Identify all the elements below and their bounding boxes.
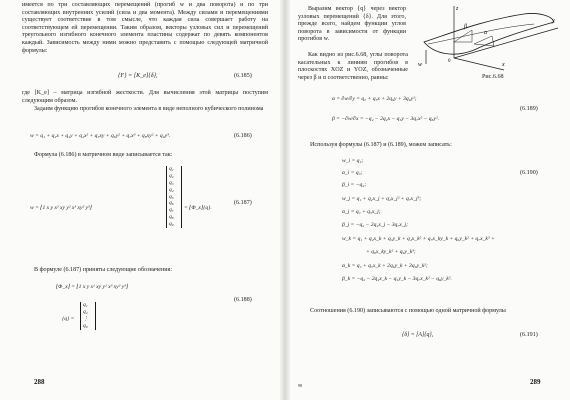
equation-number-6-188: (6.188) [234,297,252,303]
label-z: z [456,6,459,12]
q-vector-entry: q₉ [169,221,174,228]
equation-6-190-line: w_j = q₁ + q₂x_j + q₄x_j² + q₇x_j³; [342,196,422,202]
q-vector-entry: q₇ [169,207,174,214]
equation-number-6-190: (6.190) [520,170,538,176]
equation-6-190-line: β_k = −q₂ − 2q₄x_k − q₅y_k − 3q₇x_k² − q₈y_k². [342,276,452,282]
q-vector-entry: q₁ [169,166,174,172]
label-x: x [502,62,505,68]
equation-number-6-187: (6.187) [234,200,252,206]
equation-6-189-alpha: α = ∂w/∂y = q₃ + q₅x + 2q₆y + 3q₉y²; [332,96,417,102]
q-vector-entry: q₂ [83,308,88,315]
equation-6-191: {δ} = [A]{q}, [402,332,434,338]
figure-angles-paragraph: Как видно из рис.6.68, углы поворота касательных к линиям прогибов в плоскостях XOZ и YOZ, обозначенные через β и α соответственно, равны: [298,52,408,81]
equation-number-6-185: (6.185) [234,73,252,79]
x-axis [454,58,504,70]
q-vector-entry: q₃ [169,179,174,186]
label-y: y [552,18,555,24]
express-vector-paragraph: Выразим вектор {q} через вектор узловых перемещений {δ}. Для этого, прежде всего, найдем функции углов поворота в зависимости от функции прогибов w. [298,6,406,43]
y-axis [454,28,558,58]
equation-6-188-q-label: {q} = [62,316,75,322]
equation-6-190-line: α_i = q₃; [342,170,363,176]
q-vector-entry: ⋮ [83,315,89,322]
footer-mark: 98 [298,383,302,388]
q-vector-entry: q₄ [169,186,174,193]
q-vector-entry: q₉ [83,322,88,329]
q-vector-entry: q₂ [169,172,174,179]
alpha-angle [474,36,494,46]
equation-6-186: w = q₁ + q₂x + q₃y + q₄x² + q₅xy + q₆y² + q₇x³ + q₈xy² + q₉y³. [30,133,171,139]
matrix-form-paragraph: Формула (6.186) в матричном виде записывается так: [34,152,173,158]
beta-angle [454,30,472,42]
equation-6-185: {F} = [K_e]{δ}, [118,73,158,79]
label-w: w [418,62,423,68]
label-beta: β [464,24,467,30]
equation-6-187-right: = ⌊Φ_x⌋{q}. [184,205,212,211]
equation-number-6-191: (6.191) [520,332,538,338]
equation-number-6-189: (6.189) [520,106,538,112]
label-origin: 0 [448,59,451,64]
notation-paragraph: В формуле (6.187) приняты следующие обозначения: [34,267,173,273]
left-page [0,0,284,400]
q-vector-6-187 [166,166,182,228]
stiffness-paragraph: где [K_e] – матрица изгибной жесткости. Для вычисления этой матрицы поступим следующим образом. [22,90,268,104]
equation-6-190-line: w_k = q₁ + q₂x_k + q₃y_k + q₄x_k² + q₅x_ky_k + q₆y_k² + q₇x_k³ + [342,236,495,242]
page-number-right: 289 [530,378,541,386]
q-vector-entry: q₈ [169,214,174,221]
q-vector-entry: q₆ [169,200,174,207]
cubic-polynomial-paragraph: Задаим функцию прогибов конечного элемента в виде неполного кубического полинома [34,106,264,112]
q-vector-6-188 [80,302,96,330]
equation-6-190-line: w_i = q₁; [342,158,364,164]
page-number-left: 288 [34,378,45,386]
equation-6-190-line: β_i = −q₂; [342,182,367,188]
figure-6-68 [414,2,562,72]
equation-6-188-phi: ⌊Φ_x⌋ = ⌊1 x y x² xy y² x³ xy² y³⌋ [56,284,129,290]
right-page [286,0,570,400]
equation-6-190-line: + q₈x_ky_k² + q₉y_k³; [366,249,416,255]
q-vector-entry: q₅ [169,193,174,200]
equation-6-187-row: w = ⌊1 x y x² xy y² x³ xy² y³⌋ [30,205,92,211]
intro-paragraph: имеется по три составляющих перемещений (прогиб w и два поворота) и по три составляющих внутренних усилий (сила и два момента). Между силами и перемещениями существует соответствие в том смысле, что каждая сила совершает работу на соответствующем ей перемещении. Таким образом, векторы узловых сил и перемещений треугольного изгибного конечного элемента пластины содержат по девять компонентов каждый. Зависимость между ними можно представить с помощью следующей матричной формулы: [22,2,268,54]
equation-6-189-beta: β = −∂w/∂x = −q₂ − 2q₄x − q₅y − 3q₇x² − q₈y². [332,116,440,122]
figure-caption: Рис.6.68 [482,74,504,80]
equation-6-190-line: α_k = q₃ + q₅x_k + 2q₆y_k + 3q₉y_k²; [342,263,428,269]
equation-6-190-line: α_j = q₃ + q₅x_j; [342,209,381,215]
q-vector-entry: q₁ [83,302,88,308]
equation-6-190-line: β_j = −q₂ − 2q₄x_j − 3q₇x_j; [342,222,408,228]
relations-paragraph: Соотношения (6.190) записываются с помощью одной матричной формулы [310,308,506,314]
equation-number-6-186: (6.186) [234,133,252,139]
using-formulas-paragraph: Используя формулы (6.187) и (6.189), можем записать: [310,142,452,148]
label-alpha: α [484,30,488,36]
